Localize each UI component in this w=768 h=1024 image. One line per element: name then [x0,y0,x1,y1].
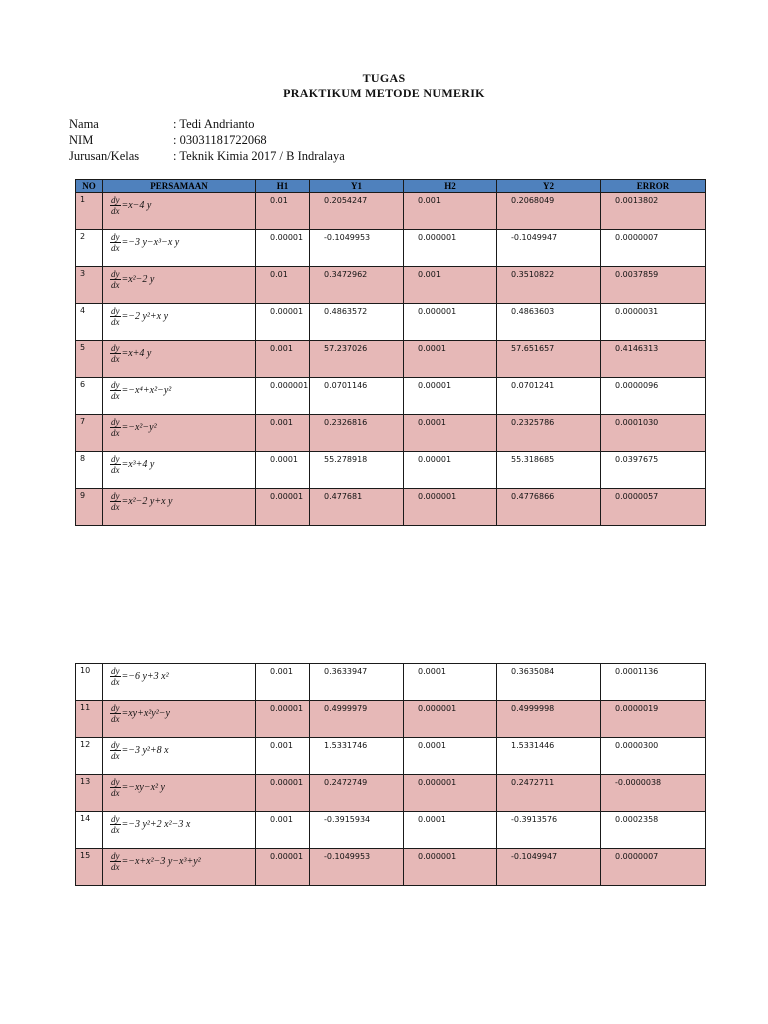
derivative-fraction [110,851,121,872]
equation-rhs: =xy+x²y²−y [121,708,170,719]
cell-y2: -0.3913576 [497,812,601,849]
fraction-numerator: dy [111,777,120,787]
table-row [76,701,706,738]
fraction-denominator: dx [111,280,120,290]
cell-h2: 0.001 [404,193,497,230]
cell-equation [103,701,256,738]
fraction-denominator: dx [111,677,120,687]
cell-y2: 0.4863603 [497,304,601,341]
cell-equation [103,341,256,378]
fraction-numerator: dy [111,269,120,279]
cell-y2: 57.651657 [497,341,601,378]
fraction-numerator: dy [111,232,120,242]
cell-y1: 0.0701146 [310,378,404,415]
cell-y1: 57.237026 [310,341,404,378]
equation-rhs: =x−4 y [121,200,152,211]
cell-no: 1 [76,193,103,230]
cell-y2: 0.2472711 [497,775,601,812]
table-row [76,378,706,415]
cell-h1: 0.00001 [256,489,310,526]
cell-y2: -0.1049947 [497,230,601,267]
fraction-numerator: dy [111,666,120,676]
cell-no: 7 [76,415,103,452]
cell-equation [103,304,256,341]
fraction-denominator: dx [111,751,120,761]
cell-h2: 0.000001 [404,775,497,812]
equation-rhs: =x²−2 y+x y [121,496,173,507]
col-header-y2: Y2 [497,180,601,193]
table-row [76,812,706,849]
cell-error: 0.4146313 [601,341,706,378]
cell-error: 0.0001136 [601,664,706,701]
fraction-numerator: dy [111,343,120,353]
equation [106,269,252,290]
cell-h2: 0.001 [404,267,497,304]
cell-error: 0.0397675 [601,452,706,489]
cell-equation [103,812,256,849]
cell-h2: 0.00001 [404,378,497,415]
table-row [76,738,706,775]
cell-error: 0.0000007 [601,849,706,886]
document-title: TUGAS [362,71,406,85]
fraction-denominator: dx [111,354,120,364]
table-row [76,849,706,886]
fraction-numerator: dy [111,491,120,501]
cell-y1: 0.3633947 [310,664,404,701]
cell-error: 0.0000300 [601,738,706,775]
cell-y1: -0.1049953 [310,230,404,267]
cell-equation [103,452,256,489]
cell-y1: 55.278918 [310,452,404,489]
fraction-numerator: dy [111,814,120,824]
equation [106,380,252,401]
fraction-numerator: dy [111,306,120,316]
cell-y1: 0.2472749 [310,775,404,812]
fraction-numerator: dy [111,454,120,464]
cell-y1: 0.3472962 [310,267,404,304]
info-label: Jurusan/Kelas [69,149,140,163]
cell-y2: 0.4776866 [497,489,601,526]
results-table-part2 [75,663,706,886]
table-row [76,193,706,230]
equation [106,343,252,364]
col-header-persamaan: PERSAMAAN [103,180,256,193]
fraction-numerator: dy [111,417,120,427]
cell-y1: 0.477681 [310,489,404,526]
cell-no: 13 [76,775,103,812]
fraction-numerator: dy [111,740,120,750]
cell-error: 0.0037859 [601,267,706,304]
cell-h1: 0.00001 [256,701,310,738]
cell-y2: 0.0701241 [497,378,601,415]
cell-y1: 0.4863572 [310,304,404,341]
results-table-part1 [75,179,706,526]
cell-no: 14 [76,812,103,849]
cell-y1: 0.2054247 [310,193,404,230]
table-header-row [76,180,706,193]
equation-rhs: =−3 y²+2 x²−3 x [121,819,191,830]
info-label: Nama [69,117,99,131]
info-label: NIM [69,133,94,147]
cell-no: 4 [76,304,103,341]
fraction-denominator: dx [111,206,120,216]
cell-h1: 0.001 [256,341,310,378]
cell-y1: 1.5331746 [310,738,404,775]
cell-h2: 0.000001 [404,230,497,267]
derivative-fraction [110,195,121,216]
cell-no: 6 [76,378,103,415]
cell-no: 12 [76,738,103,775]
cell-h2: 0.0001 [404,738,497,775]
cell-equation [103,775,256,812]
derivative-fraction [110,306,121,327]
cell-equation [103,849,256,886]
cell-h1: 0.001 [256,415,310,452]
cell-equation [103,664,256,701]
cell-y1: 0.4999979 [310,701,404,738]
derivative-fraction [110,417,121,438]
cell-h2: 0.000001 [404,304,497,341]
cell-no: 5 [76,341,103,378]
cell-h2: 0.000001 [404,489,497,526]
fraction-denominator: dx [111,788,120,798]
cell-y2: 0.3510822 [497,267,601,304]
cell-equation [103,267,256,304]
equation [106,417,252,438]
derivative-fraction [110,269,121,290]
table-row [76,775,706,812]
col-header-error: ERROR [601,180,706,193]
table-row [76,341,706,378]
derivative-fraction [110,491,121,512]
cell-h2: 0.0001 [404,664,497,701]
table-row [76,304,706,341]
equation [106,306,252,327]
col-header-h1: H1 [256,180,310,193]
cell-h1: 0.01 [256,267,310,304]
equation [106,195,252,216]
fraction-denominator: dx [111,243,120,253]
derivative-fraction [110,740,121,761]
derivative-fraction [110,814,121,835]
info-value: : Teknik Kimia 2017 / B Indralaya [173,149,345,163]
cell-y1: -0.3915934 [310,812,404,849]
derivative-fraction [110,777,121,798]
col-header-h2: H2 [404,180,497,193]
info-row-nim [69,132,345,148]
cell-equation [103,230,256,267]
fraction-numerator: dy [111,703,120,713]
table-row [76,415,706,452]
cell-h2: 0.000001 [404,701,497,738]
fraction-denominator: dx [111,465,120,475]
equation-rhs: =−xy−x² y [121,782,165,793]
cell-error: 0.0000019 [601,701,706,738]
cell-y2: 0.2325786 [497,415,601,452]
derivative-fraction [110,454,121,475]
fraction-numerator: dy [111,851,120,861]
cell-h2: 0.00001 [404,452,497,489]
equation-rhs: =x+4 y [121,348,152,359]
table-row [76,267,706,304]
cell-error: 0.0000057 [601,489,706,526]
cell-h2: 0.0001 [404,812,497,849]
equation [106,851,252,872]
col-header-y1: Y1 [310,180,404,193]
fraction-denominator: dx [111,862,120,872]
cell-y2: 0.2068049 [497,193,601,230]
table-row [76,664,706,701]
cell-y2: -0.1049947 [497,849,601,886]
cell-equation [103,193,256,230]
cell-y2: 55.318685 [497,452,601,489]
cell-equation [103,378,256,415]
equation [106,740,252,761]
cell-h1: 0.01 [256,193,310,230]
cell-no: 10 [76,664,103,701]
cell-y2: 1.5331446 [497,738,601,775]
cell-no: 8 [76,452,103,489]
cell-h1: 0.001 [256,812,310,849]
info-row-name [69,116,345,132]
document-subtitle: PRAKTIKUM METODE NUMERIK [283,86,485,100]
fraction-numerator: dy [111,195,120,205]
cell-h1: 0.000001 [256,378,310,415]
equation [106,232,252,253]
cell-y2: 0.4999998 [497,701,601,738]
equation-rhs: =−x+x²−3 y−x³+y² [121,856,201,867]
derivative-fraction [110,232,121,253]
cell-equation [103,415,256,452]
cell-h2: 0.000001 [404,849,497,886]
student-info [69,116,345,164]
equation-rhs: =−2 y²+x y [121,311,169,322]
derivative-fraction [110,703,121,724]
table-row [76,230,706,267]
fraction-denominator: dx [111,714,120,724]
cell-error: 0.0000007 [601,230,706,267]
equation-rhs: =x³+4 y [121,459,155,470]
derivative-fraction [110,343,121,364]
info-row-class [69,148,345,164]
cell-y1: -0.1049953 [310,849,404,886]
fraction-denominator: dx [111,391,120,401]
cell-equation [103,738,256,775]
equation [106,454,252,475]
cell-h1: 0.001 [256,664,310,701]
cell-no: 3 [76,267,103,304]
cell-h1: 0.00001 [256,304,310,341]
equation [106,814,252,835]
cell-h2: 0.0001 [404,415,497,452]
cell-error: 0.0000031 [601,304,706,341]
derivative-fraction [110,666,121,687]
table-row [76,489,706,526]
cell-y1: 0.2326816 [310,415,404,452]
cell-no: 9 [76,489,103,526]
equation-rhs: =x²−2 y [121,274,155,285]
cell-h1: 0.00001 [256,849,310,886]
cell-no: 15 [76,849,103,886]
cell-equation [103,489,256,526]
equation-rhs: =−6 y+3 x² [121,671,169,682]
cell-h1: 0.001 [256,738,310,775]
equation-rhs: =−3 y²+8 x [121,745,169,756]
fraction-denominator: dx [111,825,120,835]
derivative-fraction [110,380,121,401]
cell-error: 0.0013802 [601,193,706,230]
cell-h1: 0.00001 [256,230,310,267]
cell-h2: 0.0001 [404,341,497,378]
col-header-no: NO [76,180,103,193]
cell-error: 0.0000096 [601,378,706,415]
cell-error: 0.0002358 [601,812,706,849]
equation-rhs: =−x⁴+x²−y² [121,385,172,396]
equation [106,777,252,798]
info-value: : 03031181722068 [173,133,267,147]
cell-no: 2 [76,230,103,267]
cell-error: 0.0001030 [601,415,706,452]
equation [106,666,252,687]
cell-y2: 0.3635084 [497,664,601,701]
fraction-denominator: dx [111,502,120,512]
equation [106,703,252,724]
cell-h1: 0.0001 [256,452,310,489]
fraction-numerator: dy [111,380,120,390]
table-row [76,452,706,489]
equation [106,491,252,512]
equation-rhs: =−3 y−x³−x y [121,237,180,248]
fraction-denominator: dx [111,428,120,438]
cell-no: 11 [76,701,103,738]
cell-error: -0.0000038 [601,775,706,812]
fraction-denominator: dx [111,317,120,327]
equation-rhs: =−x²−y² [121,422,157,433]
info-value: : Tedi Andrianto [173,117,255,131]
cell-h1: 0.00001 [256,775,310,812]
